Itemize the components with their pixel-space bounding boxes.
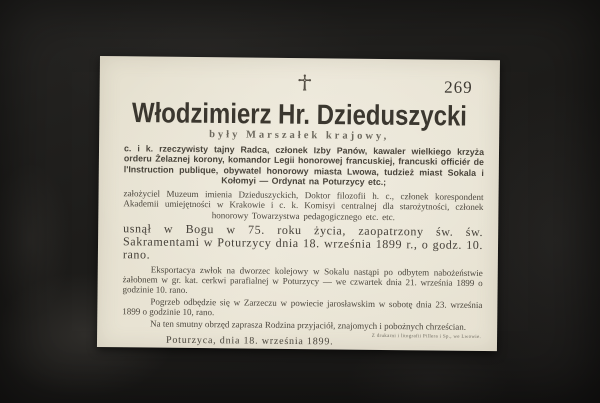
printer-imprint: Z drukarni i litografii Pillera i Sp., we Lwowie. xyxy=(371,333,482,341)
deceased-name-title: Włodzimierz Hr. Dzieduszycki xyxy=(131,96,468,133)
death-notice-card xyxy=(97,56,500,351)
body-transport-paragraph: Eksportacya zwłok na dworzec kolejowy w Sokalu nastąpi po odbytem nabożeństwie żałobnem w gr. kat. cerkwi parafialnej w Poturzycy — we czwartek dnia 21. września 1899 o godzinie 10. rano. xyxy=(122,265,483,296)
funeral-paragraph: Pogrzeb odbędzie się w Zarzeczu w powiecie jarosławskim w sobotę dnia 23. września 1899 o godzinie 10, rano. xyxy=(122,297,483,318)
deceased-office-subtitle: były Marszałek krajowy, xyxy=(209,129,390,143)
invitation-paragraph: Na ten smutny obrzęd zaprasza Rodzina przyjaciół, znajomych i pobożnych chrześcian. xyxy=(150,319,467,333)
catalog-number: 269 xyxy=(444,77,473,97)
honors-paragraph: c. i k. rzeczywisty tajny Radca, członek Izby Panów, kawaler wielkiego krzyża orderu Żelaznej korony, komandor Legii honorowej francuskiej, francuski officiér de l'Instruction publique, obywatel honorowy miasta Lwowa, tudzież miast Sokala i Kołomyi — Ordynat na Poturzycy etc.; xyxy=(123,143,485,187)
death-announcement-paragraph: usnął w Bogu w 75. roku życia, zaopatrzony św. św. Sakramentami w Poturzycy dnia 18. września 1899 r., o godz. 10. rano. xyxy=(122,221,484,262)
latin-cross-icon xyxy=(287,67,313,98)
founder-paragraph: założyciel Muzeum imienia Dzieduszyckich, Doktor filozofii h. c., członek korespondent Akademii umiejętności w Krakowie i c. k. Komisyi centralnej dla starożytności, członek honorowy Towarzystwa pedagogicznego etc. etc. xyxy=(123,188,484,222)
place-date-line: Poturzyca, dnia 18. września 1899. xyxy=(165,335,334,348)
